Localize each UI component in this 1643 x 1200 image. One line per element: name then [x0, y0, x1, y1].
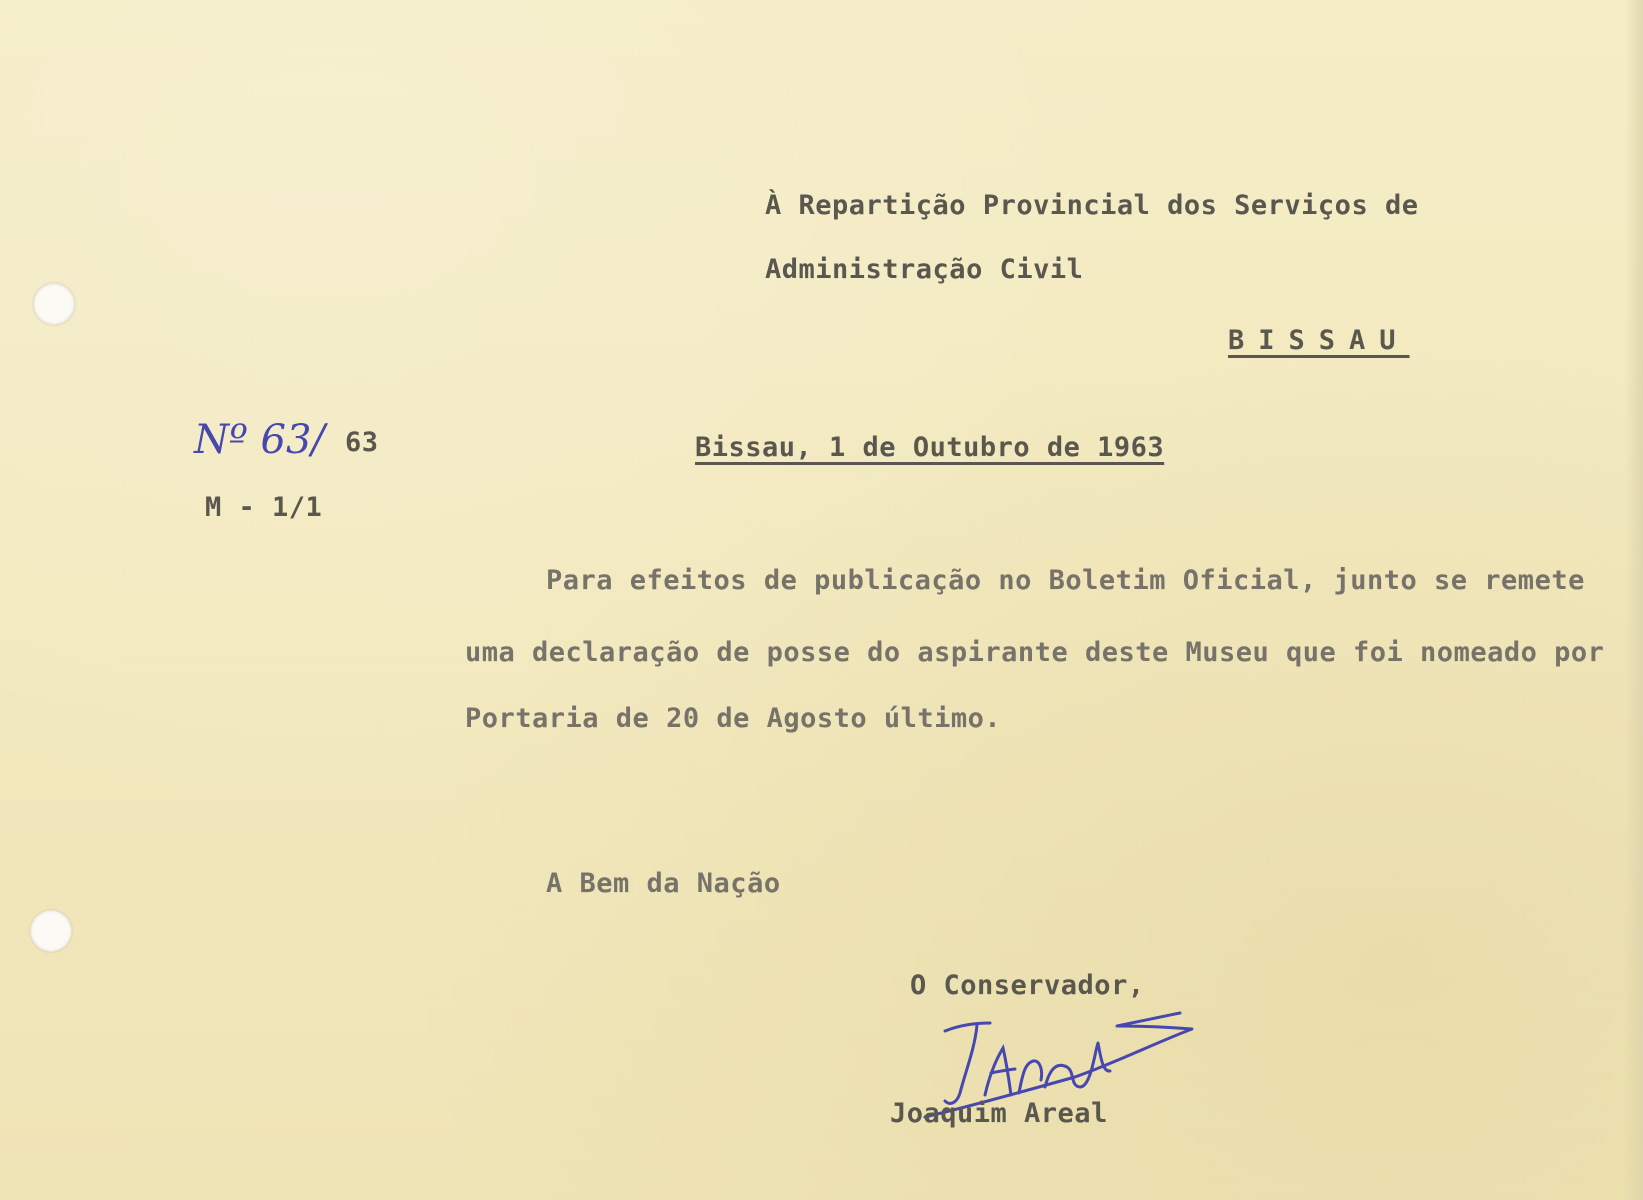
- signatory-title: O Conservador,: [910, 970, 1145, 1001]
- reference-code: M - 1/1: [205, 492, 323, 523]
- closing-salutation: A Bem da Nação: [546, 868, 781, 899]
- recipient-city: BISSAU: [1228, 325, 1410, 356]
- signatory-name: Joaquim Areal: [890, 1098, 1108, 1129]
- body-line-1: Para efeitos de publicação no Boletim Oficial, junto se remete: [546, 565, 1585, 596]
- reference-year: 63: [345, 427, 379, 458]
- date-line: Bissau, 1 de Outubro de 1963: [695, 432, 1165, 463]
- body-line-2: uma declaração de posse do aspirante deste Museu que foi nomeado por: [465, 637, 1605, 668]
- paper-edge: [1625, 0, 1643, 1200]
- body-line-3: Portaria de 20 de Agosto último.: [465, 703, 1002, 734]
- recipient-line-1: À Repartição Provincial dos Serviços de: [765, 190, 1419, 221]
- punch-hole-top: [33, 283, 75, 325]
- punch-hole-bottom: [30, 910, 72, 952]
- recipient-line-2: Administração Civil: [765, 254, 1084, 285]
- reference-number-handwritten: Nº 63/: [194, 417, 325, 463]
